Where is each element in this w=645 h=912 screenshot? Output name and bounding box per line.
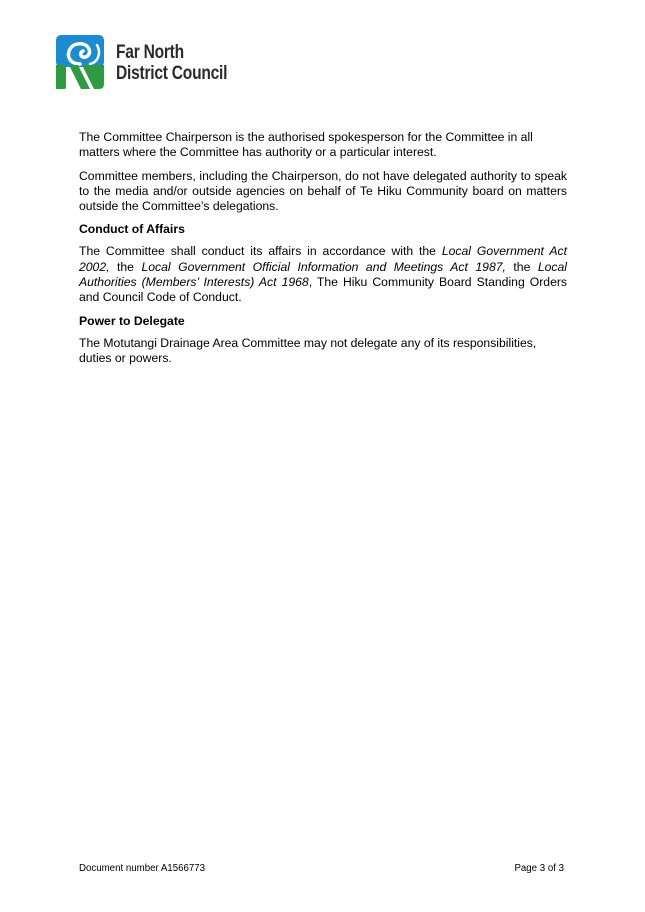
logo-line-2: District Council bbox=[116, 63, 228, 84]
logo-line-1: Far North bbox=[116, 42, 184, 63]
logo-wordmark bbox=[116, 42, 227, 84]
heading-power-to-delegate: Power to Delegate bbox=[79, 313, 185, 328]
page-footer bbox=[79, 863, 564, 874]
koru-logo-icon bbox=[56, 35, 110, 91]
paragraph-members: Committee members, including the Chairperson, do not have delegated authority to speak to the media and/or outside agencies on behalf of Te Hiku Community board on matters outside the Committee’s delegations. bbox=[79, 168, 567, 214]
paragraph-delegate: The Motutangi Drainage Area Committee may not delegate any of its responsibilities, duties or powers. bbox=[79, 335, 537, 365]
document-number: Document number A1566773 bbox=[79, 863, 206, 874]
act-reference: Local Government Official Information and Meetings Act 1987, bbox=[141, 259, 506, 274]
text-run: the bbox=[505, 259, 538, 274]
text-run: The Committee shall conduct its affairs in accordance with the bbox=[79, 244, 442, 259]
page-number: Page 3 of 3 bbox=[514, 863, 564, 874]
heading-conduct-of-affairs: Conduct of Affairs bbox=[79, 222, 185, 237]
paragraph-chairperson: The Committee Chairperson is the authorised spokesperson for the Committee in all matters where the Committee has authority or a particular interest. bbox=[79, 130, 533, 160]
document-body bbox=[79, 130, 567, 374]
council-logo bbox=[56, 35, 252, 91]
text-run: , The Hiku Community Board Standing Orders and Council Code of Conduct. bbox=[79, 275, 568, 305]
act-reference: Local Government Act 2002, bbox=[79, 244, 567, 274]
act-reference: Local Authorities (Members’ Interests) Act 1968 bbox=[79, 259, 567, 290]
paragraph-conduct bbox=[79, 244, 567, 305]
text-run: the bbox=[109, 259, 142, 274]
